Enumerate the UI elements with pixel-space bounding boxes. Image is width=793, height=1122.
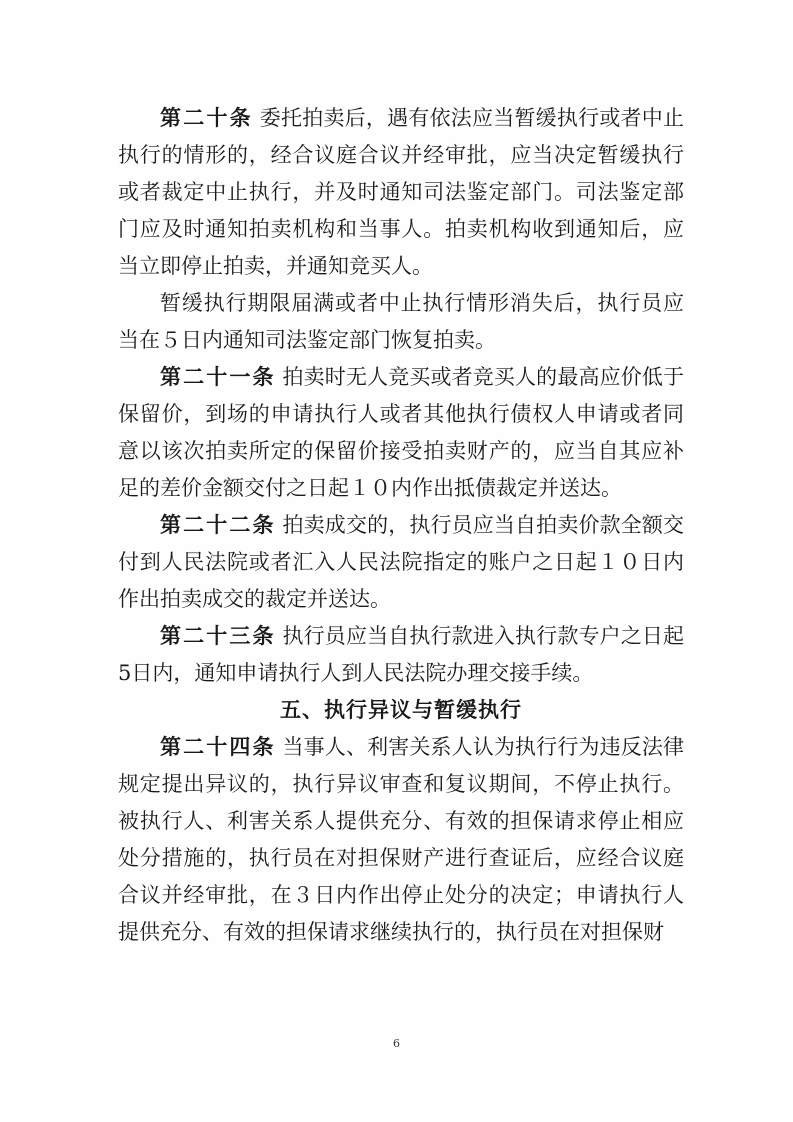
article-text: 执行员应当自执行款进入执行款专户之日起5日内，通知申请执行人到人民法院办理交接手续。 <box>118 624 685 685</box>
article-text: 拍卖成交的，执行员应当自拍卖价款全额交付到人民法院或者汇入人民法院指定的账户之日起１０日内作出拍卖成交的裁定并送达。 <box>118 513 685 611</box>
article-text: 拍卖时无人竞买或者竞买人的最高应价低于保留价，到场的申请执行人或者其他执行债权人申请或者同意以该次拍卖所定的保留价接受拍卖财产的，应当自其应补足的差价金额交付之日起１０内作出抵债裁定并送达。 <box>118 365 685 500</box>
paragraph-resume-auction <box>118 285 684 359</box>
page-number: 6 <box>393 1037 400 1050</box>
article-20 <box>118 100 684 285</box>
article-22 <box>118 507 684 618</box>
article-23 <box>118 618 684 692</box>
article-21 <box>118 359 684 507</box>
article-number: 第二十二条 <box>160 513 276 537</box>
article-text: 当事人、利害关系人认为执行行为违反法律规定提出异议的，执行异议审查和复议期间，不停止执行。被执行人、利害关系人提供充分、有效的担保请求停止相应处分措施的，执行员在对担保财产进行查证后，应经合议庭合议并经审批，在３日内作出停止处分的决定；申请执行人提供充分、有效的担保请求继续执行的，执行员在对担保财 <box>118 735 685 944</box>
article-number: 第二十一条 <box>160 365 276 389</box>
article-number: 第二十四条 <box>160 735 276 759</box>
article-number: 第二十条 <box>160 106 253 130</box>
section-heading: 五、执行异议与暂缓执行 <box>280 698 522 722</box>
paragraph-text: 暂缓执行期限届满或者中止执行情形消失后，执行员应当在５日内通知司法鉴定部门恢复拍卖。 <box>118 291 684 352</box>
article-text: 委托拍卖后，遇有依法应当暂缓执行或者中止执行的情形的，经合议庭合议并经审批，应当决定暂缓执行或者裁定中止执行，并及时通知司法鉴定部门。司法鉴定部门应及时通知拍卖机构和当事人。拍卖机构收到通知后，应当立即停止拍卖，并通知竞买人。 <box>118 106 685 278</box>
article-number: 第二十三条 <box>160 624 276 648</box>
document-body <box>118 100 684 951</box>
article-24 <box>118 729 684 951</box>
